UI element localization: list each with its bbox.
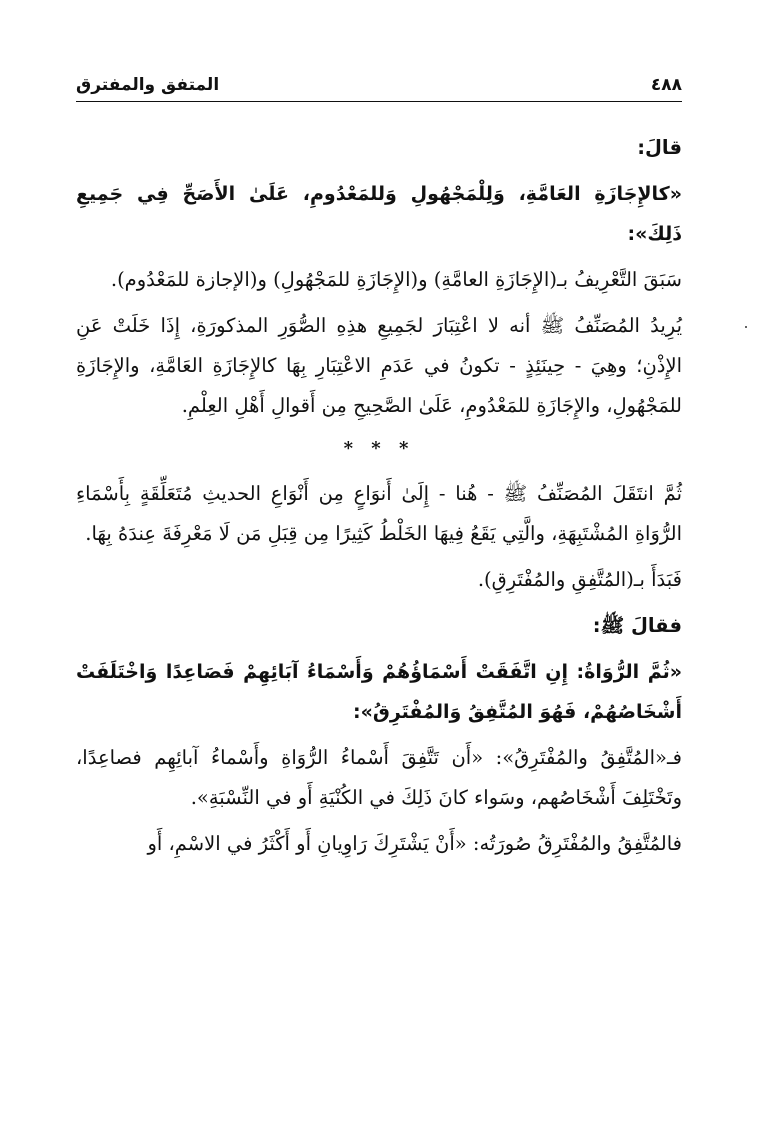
body-paragraph: ثُمَّ انتَقَلَ المُصَنِّفُ ﷺ - هُنا - إِلَىٰ أَنوَاعٍ مِن أَنْوَاعِ الحديثِ مُتَعَلِّقَةٍ بِأَسْمَاءِ الرُّوَاةِ المُشْتَبِهَةِ، والَّتِي يَقَعُ فِيهَا الخَلْطُ كَثِيرًا مِن قِبَلِ مَن لَا مَعْرِفَةَ عِندَهُ بِهَا. bbox=[76, 482, 682, 545]
running-header bbox=[76, 62, 682, 102]
quoted-matn: «ثُمَّ الرُّوَاةُ: إِنِ اتَّفَقَتْ أَسْمَاؤُهُمْ وَأَسْمَاءُ آبَائِهِمْ فَصَاعِدًا وَاخْتَلَفَتْ أَشْخَاصُهُمْ، فَهُوَ المُتَّفِقُ وَالمُفْتَرِقُ»: bbox=[76, 661, 682, 723]
speaker-label: قالَ: bbox=[637, 136, 682, 159]
stray-mark bbox=[745, 326, 747, 328]
body-paragraph: فـ«المُتَّفِقُ والمُفْتَرِقُ»: «أَن تَتَّفِقَ أَسْماءُ الرُّوَاةِ وأَسْماءُ آبائِهِم فصاعِدًا، وتَخْتَلِفَ أَشْخَاصُهم، وسَواء كانَ ذَلِكَ في الكُنْيَةِ أَو في النِّسْبَةِ». bbox=[76, 746, 682, 809]
section-title: المتفق والمفترق bbox=[76, 75, 220, 95]
body-paragraph: سَبَقَ التَّعْرِيفُ بـ(الإِجَازَةِ العامَّةِ) و(الإِجَازَةِ للمَجْهُولِ) و(الإجازة للمَعْدُوم). bbox=[110, 268, 682, 291]
speaker-label: فقالَ ﷺ: bbox=[592, 614, 682, 637]
page-body bbox=[76, 128, 682, 870]
page-number: ٤٨٨ bbox=[650, 75, 682, 95]
body-paragraph: فالمُتَّفِقُ والمُفْتَرِقُ صُورَتُه: «أَنْ يَشْتَرِكَ رَاوِيانِ أَو أَكْثَرُ في الاسْمِ، أَو bbox=[147, 832, 682, 855]
body-paragraph: فَبَدَأَ بـ(المُتَّفِقِ والمُفْتَرِقِ). bbox=[477, 568, 682, 591]
section-divider: * * * bbox=[343, 438, 415, 459]
body-paragraph: يُرِيدُ المُصَنِّفُ ﷺ أنه لا اعْتِبَارَ لجَمِيعِ هذِهِ الصُّوَرِ المذكورَةِ، إِذَا خَلَتْ عَنِ الإِذْنِ؛ وهِيَ - حِينَئِذٍ - تكونُ في عَدَمِ الاعْتِبَارِ بِهَا كالإِجَازَةِ العَامَّةِ، والإِجَازَةِ للمَجْهُولِ، والإِجَازَةِ للمَعْدُومِ، عَلَىٰ الصَّحِيحِ مِن أَقوالِ أَهْلِ العِلْمِ. bbox=[76, 314, 682, 417]
quoted-matn: «كالإِجَازَةِ العَامَّةِ، وَلِلْمَجْهُولِ وَللمَعْدُومِ، عَلَىٰ الأَصَحِّ فِي جَمِيعِ ذَلِكَ»: bbox=[76, 183, 682, 245]
